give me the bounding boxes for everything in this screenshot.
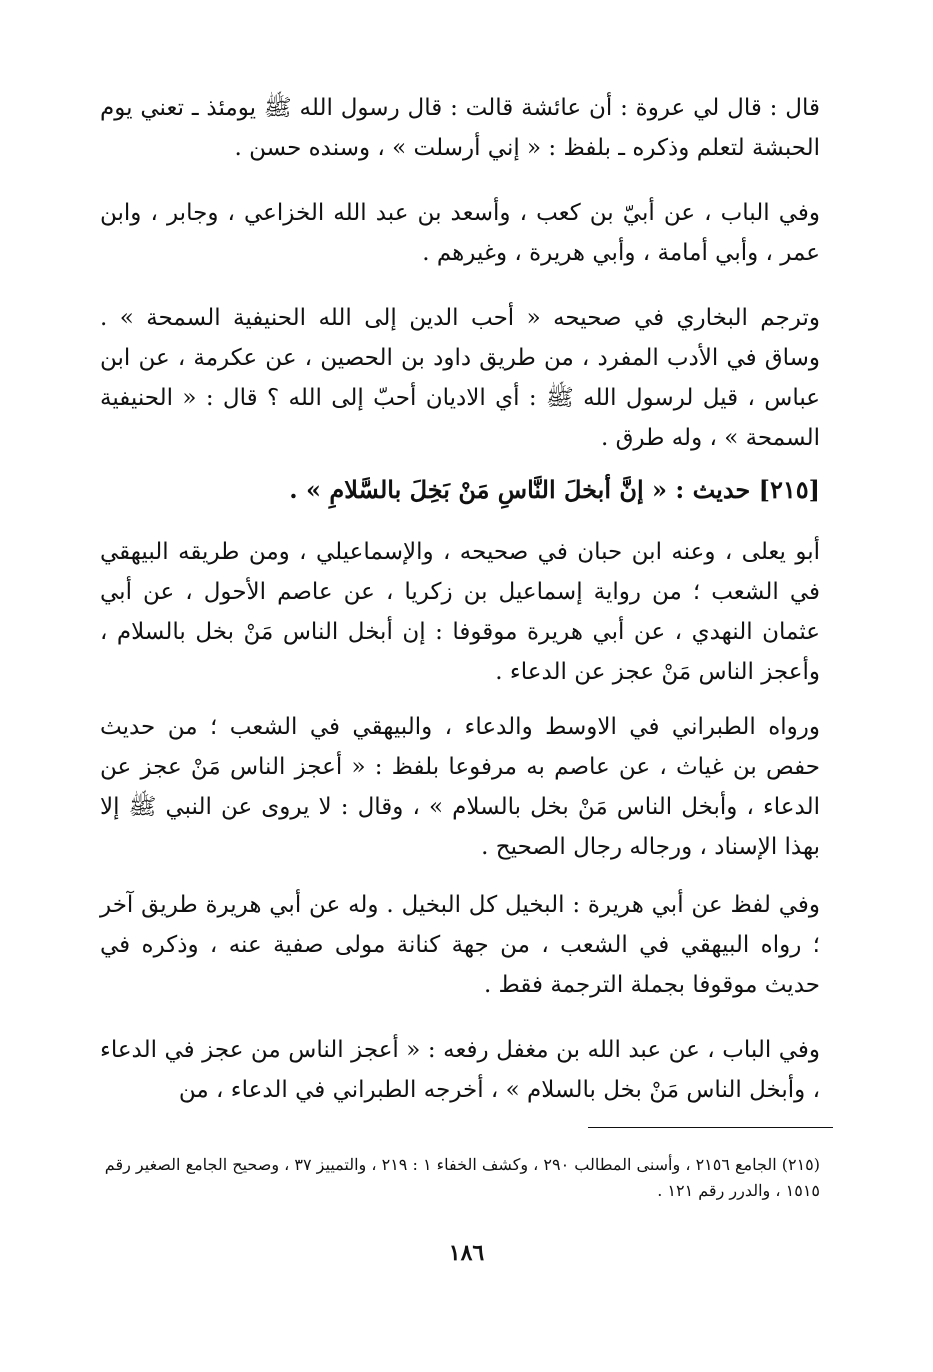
footnote-divider [588, 1127, 833, 1128]
hadith-heading: [٢١٥] حديث : « إنَّ أبخلَ النَّاسِ مَنْ بَخِلَ بالسَّلامِ » . [289, 475, 820, 504]
paragraph-3: وترجم البخاري في صحيحه « أحب الدين إلى الله الحنيفية السمحة » . وساق في الأدب المفرد ، من طريق داود بن الحصين ، عن عكرمة ، عن ابن عباس ، قيل لرسول الله ﷺ : أي الاديان أحبّ إلى الله ؟ قال : « الحنيفية السمحة » ، وله طرق . [100, 305, 820, 451]
paragraph-1: قال : قال لي عروة : أن عائشة قالت : قال رسول الله ﷺ يومئذ ـ تعني يوم الحبشة لتعلم وذكره ـ بلفظ : « إني أرسلت » ، وسنده حسن . [100, 95, 820, 161]
paragraph-6-block [100, 707, 820, 867]
paragraph-5: أبو يعلى ، وعنه ابن حبان في صحيحه ، والإسماعيلي ، ومن طريقه البيهقي في الشعب ؛ من رواية إسماعيل بن زكريا ، عن عاصم الأحول ، عن أبي عثمان النهدي ، عن أبي هريرة موقوفا : إن أبخل الناس مَنْ بخل بالسلام ، وأعجز الناس مَنْ عجز عن الدعاء . [100, 539, 820, 685]
hadith-heading-block [100, 470, 820, 510]
paragraph-5-block [100, 532, 820, 692]
paragraph-7: وفي لفظ عن أبي هريرة : البخيل كل البخيل . وله عن أبي هريرة طريق آخر ؛ رواه البيهقي في الشعب ، من جهة كنانة مولى صفية عنه ، وذكره في حديث موقوفا بجملة الترجمة فقط . [100, 892, 820, 998]
paragraph-2-block [100, 193, 820, 273]
page-number: ١٨٦ [448, 1240, 485, 1266]
paragraph-7-block [100, 885, 820, 1005]
paragraph-2: وفي الباب ، عن أبيّ بن كعب ، وأسعد بن عبد الله الخزاعي ، وجابر ، وابن عمر ، وأبي أمامة ، وأبي هريرة ، وغيرهم . [100, 200, 820, 266]
paragraph-1-block [100, 88, 820, 168]
paragraph-8: وفي الباب ، عن عبد الله بن مغفل رفعه : « أعجز الناس من عجز في الدعاء ، وأبخل الناس مَنْ بخل بالسلام » ، أخرجه الطبراني في الدعاء ، من [100, 1037, 820, 1103]
footnote: (٢١٥) الجامع ٢١٥٦ ، وأسنى المطالب ٢٩٠ ، وكشف الخفاء ١ : ٢١٩ ، والتمييز ٣٧ ، وصحيح الجامع الصغير رقم ١٥١٥ ، والدرر رقم ١٢١ . [104, 1155, 820, 1200]
paragraph-8-block [100, 1030, 820, 1110]
paragraph-6: ورواه الطبراني في الاوسط والدعاء ، والبيهقي في الشعب ؛ من حديث حفص بن غياث ، عن عاصم به مرفوعا بلفظ : « أعجز الناس مَنْ عجز عن الدعاء ، وأبخل الناس مَنْ بخل بالسلام » ، وقال : لا يروى عن النبي ﷺ إلا بهذا الإسناد ، ورجاله رجال الصحيح . [100, 714, 820, 860]
paragraph-3-block [100, 298, 820, 458]
